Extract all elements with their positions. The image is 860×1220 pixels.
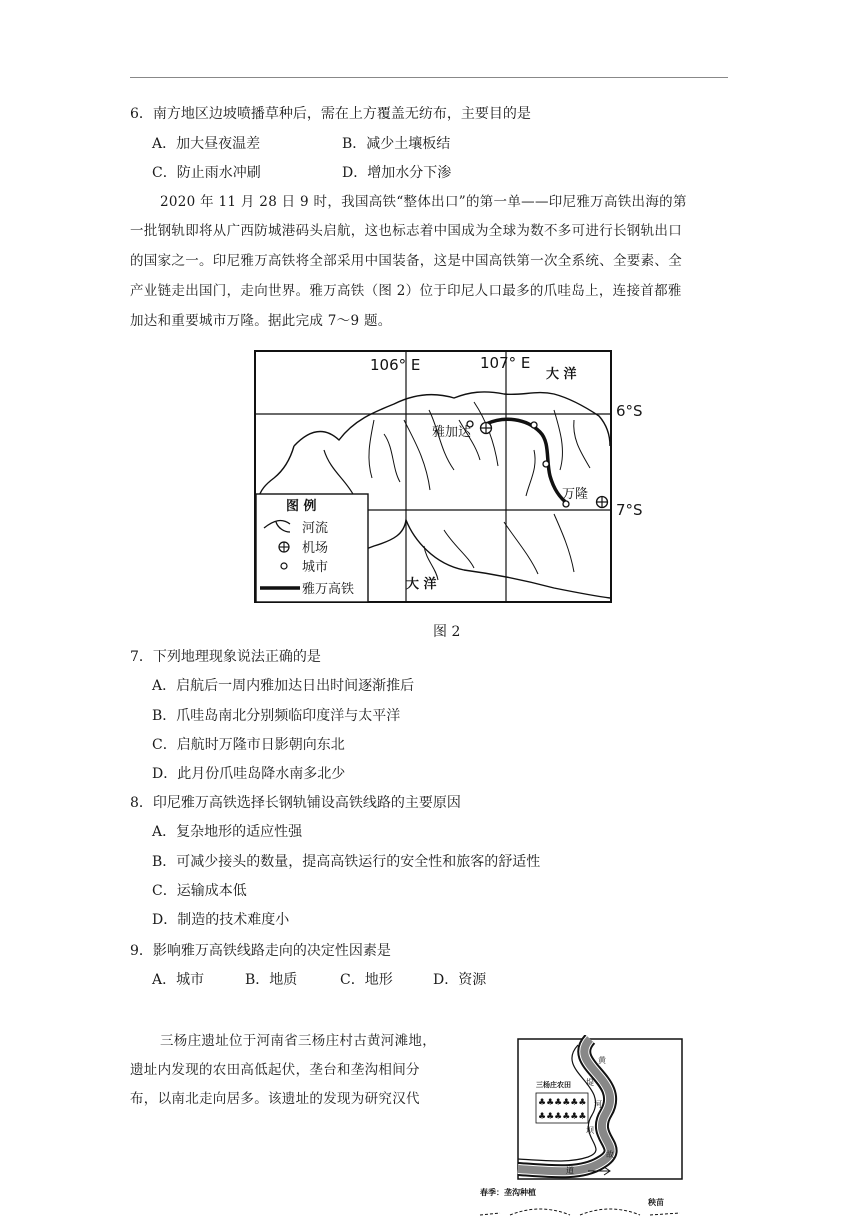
q8-stem: 8．印尼雅万高铁选择长钢轨铺设高铁线路的主要原因 [130, 795, 461, 811]
dike-char-1: 堤 [586, 1078, 594, 1087]
passage-line-4: 产业链走出国门，走向世界。雅万高铁（图 2）位于印尼人口最多的爪哇岛上，连接首都雅 [130, 283, 682, 299]
legend-airport: 机场 [302, 541, 329, 556]
svg-text:♣♣♣♣♣♣: ♣♣♣♣♣♣ [538, 1112, 587, 1122]
legend-title: 图 例 [286, 499, 317, 514]
river-char-2: 河 [594, 1100, 602, 1109]
svg-text:♣♣♣♣♣♣: ♣♣♣♣♣♣ [538, 1098, 587, 1108]
q9-option-d[interactable]: D．资源 [433, 972, 487, 988]
lon-106-label: 106° E [370, 356, 421, 374]
q9-option-a[interactable]: A．城市 [152, 972, 205, 988]
q6-option-d[interactable]: D．增加水分下渗 [342, 165, 452, 181]
header-rule [130, 77, 728, 78]
q8-option-d[interactable]: D．制造的技术难度小 [152, 912, 290, 928]
q6-option-a[interactable]: A．加大昼夜温差 [152, 136, 261, 152]
q6-option-b[interactable]: B．减少土壤板结 [342, 136, 451, 152]
dike-char-2: 坝 [586, 1126, 594, 1135]
farmland-crop-icons [536, 1093, 588, 1123]
yawan-railway-map [254, 350, 614, 608]
q7-option-d[interactable]: D．此月份爪哇岛降水南多北少 [152, 766, 346, 782]
passage2-line-2: 遗址内发现的农田高低起伏，垄台和垄沟相间分 [130, 1062, 420, 1078]
q6-option-c[interactable]: C．防止雨水冲刷 [152, 165, 261, 181]
ridge-furrow-profile [480, 1209, 680, 1215]
passage-line-1: 2020 年 11 月 28 日 9 时，我国高铁“整体出口”的第一单——印尼雅万高铁出海的第 [160, 194, 687, 210]
lat-7s-label: 7°S [616, 501, 643, 519]
passage2-line-1: 三杨庄遗址位于河南省三杨庄村古黄河滩地， [160, 1033, 436, 1049]
farmland-label: 三杨庄农田 [536, 1081, 571, 1089]
q9-option-c[interactable]: C．地形 [340, 972, 393, 988]
city-marker [531, 422, 537, 428]
airport-icon-jakarta [481, 423, 492, 434]
river-char-1: 黄 [598, 1056, 606, 1065]
passage-line-5: 加达和重要城市万隆。据此完成 7～9 题。 [130, 313, 392, 329]
airport-legend-icon [279, 542, 289, 552]
legend-railway: 雅万高铁 [302, 582, 355, 597]
spring-label: 春季：垄沟种植 [480, 1188, 536, 1197]
legend-city: 城市 [302, 560, 329, 575]
q7-option-a[interactable]: A．启航后一周内雅加达日出时间逐渐推后 [152, 678, 415, 694]
city-legend-icon [281, 563, 287, 569]
bandung-label: 万隆 [562, 487, 589, 502]
figure-caption: 图 2 [433, 624, 461, 640]
river-char-3: 故 [606, 1150, 614, 1159]
lon-107-label: 107° E [480, 354, 531, 372]
q7-option-c[interactable]: C．启航时万隆市日影朝向东北 [152, 737, 345, 753]
city-marker [543, 461, 549, 467]
passage2-line-3: 布，以南北走向居多。该遗址的发现为研究汉代 [130, 1091, 420, 1107]
legend-river: 河流 [302, 521, 329, 536]
q9-stem: 9．影响雅万高铁线路走向的决定性因素是 [130, 943, 391, 959]
passage-line-2: 一批钢轨即将从广西防城港码头启航，这也标志着中国成为全球为数不多可进行长钢轨出口 [130, 223, 682, 239]
lat-6s-label: 6°S [616, 402, 643, 420]
seedling-label: 秧苗 [648, 1198, 664, 1207]
q7-option-b[interactable]: B．爪哇岛南北分别频临印度洋与太平洋 [152, 708, 401, 724]
q7-stem: 7．下列地理现象说法正确的是 [130, 649, 321, 665]
q8-option-a[interactable]: A．复杂地形的适应性强 [152, 824, 303, 840]
q8-option-b[interactable]: B．可减少接头的数量，提高高铁运行的安全性和旅客的舒适性 [152, 854, 541, 870]
q6-stem: 6．南方地区边坡喷播草种后，需在上方覆盖无纺布，主要目的是 [130, 106, 531, 122]
q8-option-c[interactable]: C．运输成本低 [152, 883, 247, 899]
sanyangzhuang-figure [470, 1035, 690, 1220]
ocean-north-label: 大 洋 [546, 367, 577, 382]
river-char-4: 道 [566, 1166, 574, 1175]
jakarta-label: 雅加达 [432, 425, 472, 440]
ocean-south-label: 大 洋 [406, 577, 437, 592]
q9-option-b[interactable]: B．地质 [245, 972, 298, 988]
passage-line-3: 的国家之一。印尼雅万高铁将全部采用中国装备，这是中国高铁第一次全系统、全要素、全 [130, 253, 682, 269]
airport-icon-bandung [597, 497, 608, 508]
